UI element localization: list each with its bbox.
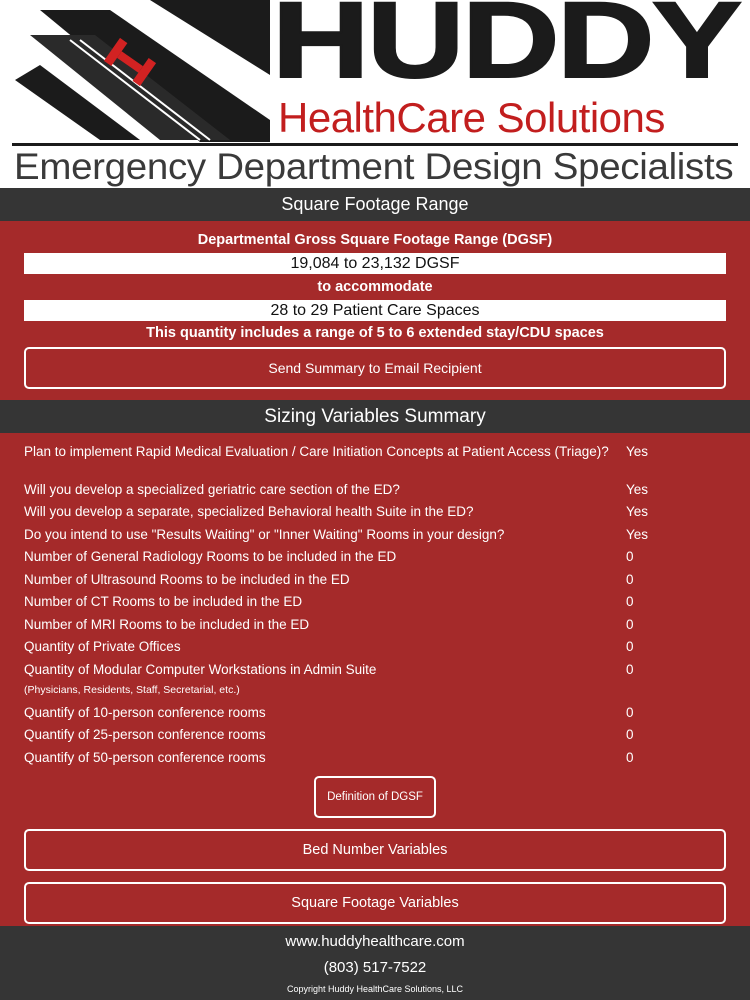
variable-answer: 0 [626,727,634,742]
phone-link[interactable]: (803) 517-7522 [323,959,427,976]
website-link[interactable]: www.huddyhealthcare.com [285,933,465,950]
send-summary-email-button[interactable]: Send Summary to Email Recipient [24,347,726,389]
square-footage-variables-button[interactable]: Square Footage Variables [24,882,726,924]
variable-question: Quantity of Private Offices [24,639,181,654]
header-banner [0,0,750,188]
section-title-sizing-variables: Sizing Variables Summary [0,400,750,433]
variable-answer: 0 [626,572,634,587]
variable-question: Will you develop a separate, specialized Behavioral health Suite in the ED? [24,504,474,519]
variable-answer: 0 [626,705,634,720]
variable-question: Quantity of Modular Computer Workstations in Admin Suite [24,662,377,677]
variable-note: (Physicians, Residents, Staff, Secretarial, etc.) [24,684,240,696]
variable-answer: Yes [626,504,649,519]
variable-answer: 0 [626,639,634,654]
variable-answer: 0 [626,662,634,677]
variable-question: Do you intend to use "Results Waiting" or "Inner Waiting" Rooms in your design? [24,527,505,542]
brand-subtitle: HealthCare Solutions [278,94,665,141]
variable-answer: 0 [626,594,634,609]
brand-name: HUDDY [272,0,740,100]
tagline: Emergency Department Design Specialists [14,146,734,187]
variable-answer: 0 [626,617,634,632]
variable-question: Number of CT Rooms to be included in the ED [24,594,303,609]
section-title-square-footage-range: Square Footage Range [0,188,750,221]
bed-number-variables-button[interactable]: Bed Number Variables [24,829,726,871]
footer [0,926,750,1000]
dgsf-label: Departmental Gross Square Footage Range (DGSF) [197,232,553,248]
accommodate-label: to accommodate [317,279,433,295]
building-logo-icon [0,0,270,150]
extended-stay-note: This quantity includes a range of 5 to 6 extended stay/CDU spaces [146,325,604,341]
variable-answer: Yes [626,482,649,497]
definition-of-dgsf-button[interactable]: Definition of DGSF [314,776,436,818]
variable-question: Plan to implement Rapid Medical Evaluation / Care Initiation Concepts at Patient Access (Triage)? [24,444,609,459]
variable-question: Number of MRI Rooms to be included in the ED [24,617,310,632]
copyright-text: Copyright Huddy HealthCare Solutions, LLC [286,984,464,994]
variable-answer: 0 [626,549,634,564]
patient-spaces-value: 28 to 29 Patient Care Spaces [24,300,726,321]
variable-answer: Yes [626,444,649,459]
variable-question: Number of Ultrasound Rooms to be included in the ED [24,572,350,587]
variable-answer: 0 [626,750,634,765]
variable-question: Will you develop a specialized geriatric care section of the ED? [24,482,400,497]
variable-question: Quantify of 10-person conference rooms [24,705,266,720]
dgsf-value: 19,084 to 23,132 DGSF [24,253,726,274]
variable-question: Number of General Radiology Rooms to be included in the ED [24,549,397,564]
variable-answer: Yes [626,527,649,542]
variable-question: Quantify of 50-person conference rooms [24,750,266,765]
variable-question: Quantify of 25-person conference rooms [24,727,266,742]
